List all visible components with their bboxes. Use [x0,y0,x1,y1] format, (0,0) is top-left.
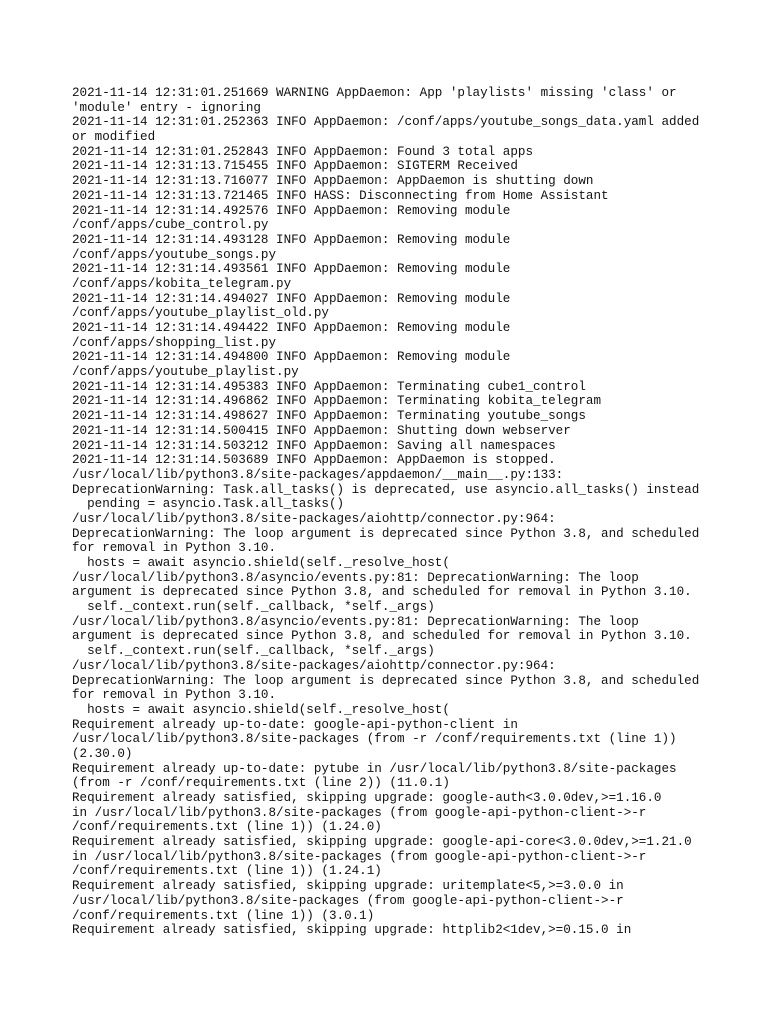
log-line: 2021-11-14 12:31:14.494027 INFO AppDaemon: Removing module [72,291,511,306]
log-line: /conf/apps/shopping_list.py [72,335,277,350]
log-line: /conf/apps/kobita_telegram.py [72,276,292,291]
log-line: /usr/local/lib/python3.8/asyncio/events.py:81: DeprecationWarning: The loop [72,570,639,585]
log-line: 2021-11-14 12:31:01.252843 INFO AppDaemon: Found 3 total apps [72,144,534,159]
log-line: /conf/requirements.txt (line 1)) (3.0.1) [72,908,375,923]
log-line: 2021-11-14 12:31:14.503212 INFO AppDaemon: Saving all namespaces [72,438,556,453]
log-line: 2021-11-14 12:31:14.498627 INFO AppDaemon: Terminating youtube_songs [72,409,586,424]
log-line: argument is deprecated since Python 3.8, and scheduled for removal in Python 3.10. [72,629,692,644]
log-line: for removal in Python 3.10. [72,688,277,703]
log-line: Requirement already satisfied, skipping upgrade: uritemplate<5,>=3.0.0 in [72,879,624,894]
log-line: (2.30.0) [72,746,133,761]
log-line: in /usr/local/lib/python3.8/site-packages (from google-api-python-client->-r [72,849,647,864]
log-line: (from -r /conf/requirements.txt (line 2)) (11.0.1) [72,776,450,791]
log-line: 2021-11-14 12:31:14.494800 INFO AppDaemon: Removing module [72,350,511,365]
log-line: 2021-11-14 12:31:13.716077 INFO AppDaemon: AppDaemon is shutting down [72,174,594,189]
log-line: DeprecationWarning: The loop argument is deprecated since Python 3.8, and scheduled [72,526,700,541]
log-document [72,86,712,938]
log-line: /conf/apps/youtube_playlist_old.py [72,306,329,321]
log-line: Requirement already up-to-date: google-api-python-client in [72,717,518,732]
log-line: /conf/requirements.txt (line 1)) (1.24.0) [72,820,382,835]
log-line: 'module' entry - ignoring [72,100,261,115]
log-line: Requirement already up-to-date: pytube in /usr/local/lib/python3.8/site-packages [72,761,677,776]
log-line: 2021-11-14 12:31:14.503689 INFO AppDaemon: AppDaemon is stopped. [72,453,556,468]
log-line: /usr/local/lib/python3.8/site-packages/aiohttp/connector.py:964: [72,658,556,673]
log-line: hosts = await asyncio.shield(self._resolve_host( [72,556,450,570]
log-line: /conf/apps/cube_control.py [72,218,269,233]
log-line: Requirement already satisfied, skipping upgrade: httplib2<1dev,>=0.15.0 in [72,923,632,938]
log-line: 2021-11-14 12:31:14.493128 INFO AppDaemon: Removing module [72,232,511,247]
log-line: /conf/apps/youtube_playlist.py [72,365,299,380]
log-line: 2021-11-14 12:31:14.500415 INFO AppDaemon: Shutting down webserver [72,423,571,438]
log-line: 2021-11-14 12:31:14.492576 INFO AppDaemon: Removing module [72,203,511,218]
log-line: argument is deprecated since Python 3.8, and scheduled for removal in Python 3.10. [72,585,692,600]
log-line: /usr/local/lib/python3.8/site-packages/appdaemon/__main__.py:133: [72,467,564,482]
log-line: /usr/local/lib/python3.8/asyncio/events.py:81: DeprecationWarning: The loop [72,614,639,629]
log-line: /conf/requirements.txt (line 1)) (1.24.1) [72,864,382,879]
log-line: /conf/apps/youtube_songs.py [72,247,277,262]
log-line: for removal in Python 3.10. [72,541,277,556]
log-line: 2021-11-14 12:31:14.494422 INFO AppDaemon: Removing module [72,321,511,335]
log-line: pending = asyncio.Task.all_tasks() [72,497,345,512]
log-line: or modified [72,130,156,145]
log-line: /usr/local/lib/python3.8/site-packages (from google-api-python-client->-r [72,893,624,908]
log-line: Requirement already satisfied, skipping upgrade: google-auth<3.0.0dev,>=1.16.0 [72,791,662,805]
log-line: 2021-11-14 12:31:01.251669 WARNING AppDaemon: App 'playlists' missing 'class' or [72,86,677,100]
log-line: self._context.run(self._callback, *self._args) [72,600,435,615]
log-line: DeprecationWarning: The loop argument is deprecated since Python 3.8, and scheduled [72,673,700,688]
log-line: DeprecationWarning: Task.all_tasks() is deprecated, use asyncio.all_tasks() instead [72,482,700,497]
log-line: 2021-11-14 12:31:13.721465 INFO HASS: Disconnecting from Home Assistant [72,188,609,203]
log-line: 2021-11-14 12:31:14.493561 INFO AppDaemon: Removing module [72,262,511,277]
log-line: 2021-11-14 12:31:13.715455 INFO AppDaemon: SIGTERM Received [72,159,518,174]
log-line: 2021-11-14 12:31:14.495383 INFO AppDaemon: Terminating cube1_control [72,379,586,394]
log-line: Requirement already satisfied, skipping upgrade: google-api-core<3.0.0dev,>=1.21.0 [72,835,692,850]
log-line: 2021-11-14 12:31:01.252363 INFO AppDaemon: /conf/apps/youtube_songs_data.yaml added [72,115,700,130]
log-line: self._context.run(self._callback, *self._args) [72,644,435,659]
log-line: /usr/local/lib/python3.8/site-packages (from -r /conf/requirements.txt (line 1)) [72,732,677,747]
log-line: 2021-11-14 12:31:14.496862 INFO AppDaemon: Terminating kobita_telegram [72,394,602,409]
log-line: in /usr/local/lib/python3.8/site-packages (from google-api-python-client->-r [72,805,647,820]
log-line: /usr/local/lib/python3.8/site-packages/aiohttp/connector.py:964: [72,511,556,526]
log-line: hosts = await asyncio.shield(self._resolve_host( [72,702,450,717]
